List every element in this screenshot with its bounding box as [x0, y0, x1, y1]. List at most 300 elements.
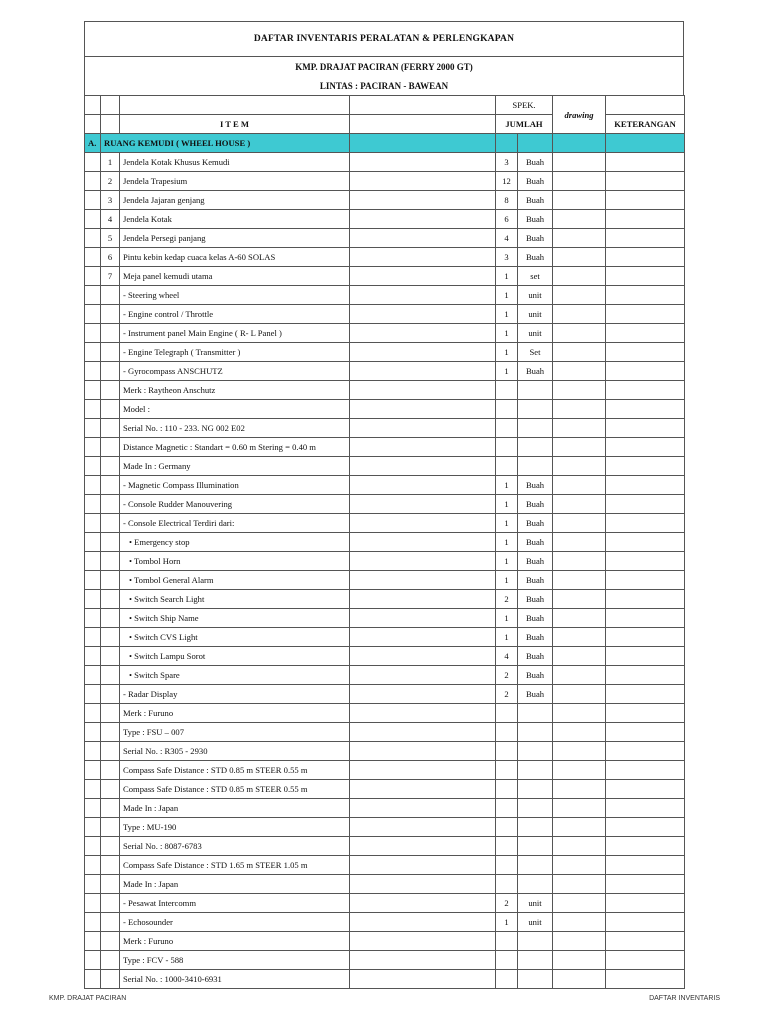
row-item: • Tombol General Alarm: [120, 571, 350, 590]
row-drawing: [553, 894, 606, 913]
row-unit: [518, 419, 553, 438]
row-keterangan: [606, 780, 685, 799]
row-item: • Switch Lampu Sorot: [120, 647, 350, 666]
row-number: 7: [101, 267, 120, 286]
row-spec: [350, 647, 496, 666]
row-unit: Set: [518, 343, 553, 362]
table-row: [85, 362, 685, 381]
row-qty: 3: [496, 248, 518, 267]
table-row: [85, 875, 685, 894]
row-number: [101, 324, 120, 343]
section-title: RUANG KEMUDI ( WHEEL HOUSE ): [101, 134, 350, 153]
row-number: [101, 932, 120, 951]
row-spec: [350, 742, 496, 761]
header-cell-blank: [350, 96, 496, 115]
row-unit: [518, 438, 553, 457]
row-drawing: [553, 476, 606, 495]
row-item: - Engine Telegraph ( Transmitter ): [120, 343, 350, 362]
row-blank: [85, 571, 101, 590]
row-drawing: [553, 951, 606, 970]
row-unit: Buah: [518, 476, 553, 495]
row-unit: [518, 875, 553, 894]
row-unit: [518, 837, 553, 856]
row-drawing: [553, 381, 606, 400]
row-item: Jendela Persegi panjang: [120, 229, 350, 248]
row-blank: [85, 514, 101, 533]
row-qty: 1: [496, 343, 518, 362]
row-unit: Buah: [518, 172, 553, 191]
row-item: - Pesawat Intercomm: [120, 894, 350, 913]
row-drawing: [553, 267, 606, 286]
table-row: [85, 780, 685, 799]
row-number: [101, 457, 120, 476]
row-spec: [350, 210, 496, 229]
header-row-1: [85, 96, 685, 115]
row-blank: [85, 457, 101, 476]
row-drawing: [553, 609, 606, 628]
row-drawing: [553, 704, 606, 723]
row-spec: [350, 362, 496, 381]
row-keterangan: [606, 343, 685, 362]
row-keterangan: [606, 704, 685, 723]
row-item: Jendela Kotak Khusus Kemudi: [120, 153, 350, 172]
row-item: Made In : Japan: [120, 875, 350, 894]
table-row: [85, 590, 685, 609]
row-keterangan: [606, 457, 685, 476]
row-blank: [85, 381, 101, 400]
row-blank: [85, 932, 101, 951]
row-blank: [85, 799, 101, 818]
row-unit: [518, 400, 553, 419]
row-spec: [350, 286, 496, 305]
footer-right: DAFTAR INVENTARIS: [649, 995, 720, 1002]
row-blank: [85, 362, 101, 381]
row-item: Type : FCV - 588: [120, 951, 350, 970]
row-spec: [350, 856, 496, 875]
row-keterangan: [606, 438, 685, 457]
row-keterangan: [606, 495, 685, 514]
row-blank: [85, 533, 101, 552]
row-unit: [518, 704, 553, 723]
row-drawing: [553, 400, 606, 419]
row-blank: [85, 229, 101, 248]
row-blank: [85, 267, 101, 286]
row-drawing: [553, 438, 606, 457]
row-blank: [85, 191, 101, 210]
row-number: [101, 628, 120, 647]
row-number: [101, 362, 120, 381]
row-drawing: [553, 191, 606, 210]
row-keterangan: [606, 210, 685, 229]
table-row: [85, 609, 685, 628]
row-number: [101, 742, 120, 761]
row-unit: Buah: [518, 609, 553, 628]
row-spec: [350, 894, 496, 913]
row-item: Jendela Trapesium: [120, 172, 350, 191]
row-spec: [350, 704, 496, 723]
table-row: [85, 685, 685, 704]
vessel-name: KMP. DRAJAT PACIRAN (FERRY 2000 GT): [84, 56, 684, 76]
row-qty: 1: [496, 514, 518, 533]
row-spec: [350, 400, 496, 419]
inventory-sheet: [84, 21, 684, 989]
row-unit: unit: [518, 324, 553, 343]
row-number: [101, 343, 120, 362]
row-qty: 2: [496, 590, 518, 609]
row-qty: 4: [496, 647, 518, 666]
row-qty: [496, 704, 518, 723]
row-spec: [350, 267, 496, 286]
row-blank: [85, 818, 101, 837]
row-qty: [496, 799, 518, 818]
row-item: - Magnetic Compass Illumination: [120, 476, 350, 495]
row-keterangan: [606, 799, 685, 818]
row-item: - Radar Display: [120, 685, 350, 704]
row-drawing: [553, 571, 606, 590]
table-row: [85, 267, 685, 286]
section-cell: [553, 134, 606, 153]
row-item: • Emergency stop: [120, 533, 350, 552]
row-blank: [85, 495, 101, 514]
row-qty: 1: [496, 286, 518, 305]
table-row: [85, 324, 685, 343]
row-number: [101, 837, 120, 856]
table-row: [85, 856, 685, 875]
row-item: Meja panel kemudi utama: [120, 267, 350, 286]
row-spec: [350, 457, 496, 476]
row-number: [101, 609, 120, 628]
row-blank: [85, 875, 101, 894]
row-drawing: [553, 647, 606, 666]
row-item: - Gyrocompass ANSCHUTZ: [120, 362, 350, 381]
section-cell: [606, 134, 685, 153]
row-unit: Buah: [518, 495, 553, 514]
row-drawing: [553, 761, 606, 780]
row-keterangan: [606, 400, 685, 419]
row-drawing: [553, 362, 606, 381]
row-unit: unit: [518, 894, 553, 913]
row-blank: [85, 723, 101, 742]
row-item: Merk : Raytheon Anschutz: [120, 381, 350, 400]
row-qty: 2: [496, 685, 518, 704]
table-row: [85, 476, 685, 495]
row-blank: [85, 438, 101, 457]
row-qty: 1: [496, 267, 518, 286]
row-blank: [85, 704, 101, 723]
row-keterangan: [606, 324, 685, 343]
row-item: Jendela Jajaran genjang: [120, 191, 350, 210]
row-number: [101, 514, 120, 533]
row-qty: [496, 780, 518, 799]
row-blank: [85, 286, 101, 305]
row-item: • Switch Ship Name: [120, 609, 350, 628]
row-blank: [85, 609, 101, 628]
row-blank: [85, 419, 101, 438]
table-row: [85, 191, 685, 210]
row-unit: unit: [518, 286, 553, 305]
row-keterangan: [606, 153, 685, 172]
row-item: - Instrument panel Main Engine ( R- L Panel ): [120, 324, 350, 343]
row-unit: [518, 457, 553, 476]
row-unit: unit: [518, 913, 553, 932]
row-item: Jendela Kotak: [120, 210, 350, 229]
row-number: [101, 970, 120, 989]
row-item: Type : MU-190: [120, 818, 350, 837]
row-drawing: [553, 229, 606, 248]
row-spec: [350, 172, 496, 191]
row-spec: [350, 514, 496, 533]
table-row: [85, 723, 685, 742]
row-drawing: [553, 153, 606, 172]
table-row: [85, 951, 685, 970]
row-drawing: [553, 343, 606, 362]
row-keterangan: [606, 533, 685, 552]
row-qty: 3: [496, 153, 518, 172]
row-unit: Buah: [518, 666, 553, 685]
row-unit: Buah: [518, 628, 553, 647]
row-number: [101, 647, 120, 666]
table-row: [85, 837, 685, 856]
row-qty: 8: [496, 191, 518, 210]
row-number: [101, 818, 120, 837]
row-qty: 1: [496, 324, 518, 343]
row-qty: 1: [496, 495, 518, 514]
row-number: [101, 438, 120, 457]
row-unit: Buah: [518, 514, 553, 533]
row-qty: 2: [496, 894, 518, 913]
row-unit: Buah: [518, 590, 553, 609]
row-number: [101, 951, 120, 970]
table-row: [85, 172, 685, 191]
row-blank: [85, 590, 101, 609]
row-drawing: [553, 286, 606, 305]
row-number: [101, 723, 120, 742]
table-row: [85, 248, 685, 267]
row-spec: [350, 495, 496, 514]
row-keterangan: [606, 818, 685, 837]
row-item: - Echosounder: [120, 913, 350, 932]
row-item: Pintu kebin kedap cuaca kelas A-60 SOLAS: [120, 248, 350, 267]
row-qty: [496, 932, 518, 951]
row-number: [101, 495, 120, 514]
row-blank: [85, 324, 101, 343]
header-cell-blank: [101, 115, 120, 134]
row-qty: [496, 438, 518, 457]
row-unit: [518, 723, 553, 742]
row-blank: [85, 742, 101, 761]
row-number: [101, 856, 120, 875]
header-cell-blank: [85, 115, 101, 134]
row-spec: [350, 476, 496, 495]
row-keterangan: [606, 951, 685, 970]
row-unit: Buah: [518, 229, 553, 248]
row-keterangan: [606, 552, 685, 571]
row-blank: [85, 970, 101, 989]
row-unit: Buah: [518, 533, 553, 552]
row-number: [101, 590, 120, 609]
table-row: [85, 210, 685, 229]
row-drawing: [553, 305, 606, 324]
row-item: Merk : Furuno: [120, 932, 350, 951]
table-row: [85, 229, 685, 248]
table-row: [85, 647, 685, 666]
row-item: • Tombol Horn: [120, 552, 350, 571]
row-blank: [85, 343, 101, 362]
row-item: • Switch Search Light: [120, 590, 350, 609]
row-blank: [85, 248, 101, 267]
table-row: [85, 818, 685, 837]
row-keterangan: [606, 723, 685, 742]
row-drawing: [553, 932, 606, 951]
row-item: - Engine control / Throttle: [120, 305, 350, 324]
row-number: 5: [101, 229, 120, 248]
row-qty: [496, 837, 518, 856]
table-row: [85, 571, 685, 590]
row-qty: [496, 381, 518, 400]
row-item: Type : FSU – 007: [120, 723, 350, 742]
row-blank: [85, 210, 101, 229]
row-spec: [350, 818, 496, 837]
row-number: [101, 666, 120, 685]
row-drawing: [553, 666, 606, 685]
row-drawing: [553, 685, 606, 704]
row-item: Serial No. : 110 - 233. NG 002 E02: [120, 419, 350, 438]
row-drawing: [553, 799, 606, 818]
row-qty: 1: [496, 913, 518, 932]
row-keterangan: [606, 894, 685, 913]
row-item: Serial No. : 1000-3410-6931: [120, 970, 350, 989]
row-blank: [85, 552, 101, 571]
section-cell: [518, 134, 553, 153]
row-number: [101, 286, 120, 305]
row-drawing: [553, 457, 606, 476]
row-drawing: [553, 552, 606, 571]
row-keterangan: [606, 685, 685, 704]
row-item: - Console Electrical Terdiri dari:: [120, 514, 350, 533]
row-unit: [518, 951, 553, 970]
row-qty: [496, 970, 518, 989]
inventory-table: [84, 95, 685, 989]
row-number: [101, 704, 120, 723]
row-item: Serial No. : R305 - 2930: [120, 742, 350, 761]
row-number: [101, 875, 120, 894]
row-qty: [496, 723, 518, 742]
row-spec: [350, 723, 496, 742]
row-spec: [350, 153, 496, 172]
row-spec: [350, 666, 496, 685]
row-drawing: [553, 324, 606, 343]
route-line: LINTAS : PACIRAN - BAWEAN: [84, 76, 684, 95]
row-number: [101, 305, 120, 324]
row-keterangan: [606, 191, 685, 210]
row-unit: Buah: [518, 248, 553, 267]
row-qty: [496, 457, 518, 476]
row-unit: Buah: [518, 191, 553, 210]
row-drawing: [553, 856, 606, 875]
header-keterangan: KETERANGAN: [606, 115, 685, 134]
table-row: [85, 381, 685, 400]
row-spec: [350, 837, 496, 856]
row-item: Compass Safe Distance : STD 0.85 m STEER 0.55 m: [120, 761, 350, 780]
row-spec: [350, 419, 496, 438]
section-row: [85, 134, 685, 153]
row-qty: 1: [496, 571, 518, 590]
row-spec: [350, 343, 496, 362]
row-qty: [496, 400, 518, 419]
row-keterangan: [606, 590, 685, 609]
row-spec: [350, 381, 496, 400]
table-row: [85, 932, 685, 951]
row-qty: 12: [496, 172, 518, 191]
header-cell-blank: [101, 96, 120, 115]
row-keterangan: [606, 514, 685, 533]
header-cell-blank: [120, 96, 350, 115]
row-blank: [85, 647, 101, 666]
row-blank: [85, 837, 101, 856]
row-spec: [350, 229, 496, 248]
row-blank: [85, 761, 101, 780]
row-spec: [350, 780, 496, 799]
row-keterangan: [606, 761, 685, 780]
row-number: [101, 685, 120, 704]
table-row: [85, 457, 685, 476]
row-unit: [518, 761, 553, 780]
document-title: DAFTAR INVENTARIS PERALATAN & PERLENGKAPAN: [84, 21, 684, 56]
row-keterangan: [606, 476, 685, 495]
row-unit: [518, 970, 553, 989]
row-spec: [350, 685, 496, 704]
row-unit: [518, 932, 553, 951]
row-blank: [85, 894, 101, 913]
row-unit: Buah: [518, 571, 553, 590]
row-blank: [85, 628, 101, 647]
section-code: A.: [85, 134, 101, 153]
row-drawing: [553, 913, 606, 932]
row-qty: 1: [496, 533, 518, 552]
table-row: [85, 704, 685, 723]
row-drawing: [553, 837, 606, 856]
row-drawing: [553, 628, 606, 647]
row-item: Compass Safe Distance : STD 1.65 m STEER 1.05 m: [120, 856, 350, 875]
row-item: • Switch CVS Light: [120, 628, 350, 647]
row-unit: Buah: [518, 647, 553, 666]
row-blank: [85, 666, 101, 685]
row-keterangan: [606, 837, 685, 856]
row-keterangan: [606, 628, 685, 647]
row-item: - Console Rudder Manouvering: [120, 495, 350, 514]
row-qty: 1: [496, 476, 518, 495]
row-drawing: [553, 875, 606, 894]
row-spec: [350, 552, 496, 571]
row-blank: [85, 400, 101, 419]
row-qty: 1: [496, 628, 518, 647]
row-keterangan: [606, 875, 685, 894]
row-keterangan: [606, 172, 685, 191]
row-qty: 1: [496, 609, 518, 628]
row-keterangan: [606, 381, 685, 400]
header-cell-blank: [350, 115, 496, 134]
row-blank: [85, 685, 101, 704]
table-row: [85, 761, 685, 780]
row-keterangan: [606, 571, 685, 590]
row-item: Distance Magnetic : Standart = 0.60 m Stering = 0.40 m: [120, 438, 350, 457]
row-qty: 2: [496, 666, 518, 685]
row-item: Model :: [120, 400, 350, 419]
row-unit: Buah: [518, 552, 553, 571]
row-spec: [350, 609, 496, 628]
row-unit: [518, 818, 553, 837]
row-unit: [518, 856, 553, 875]
